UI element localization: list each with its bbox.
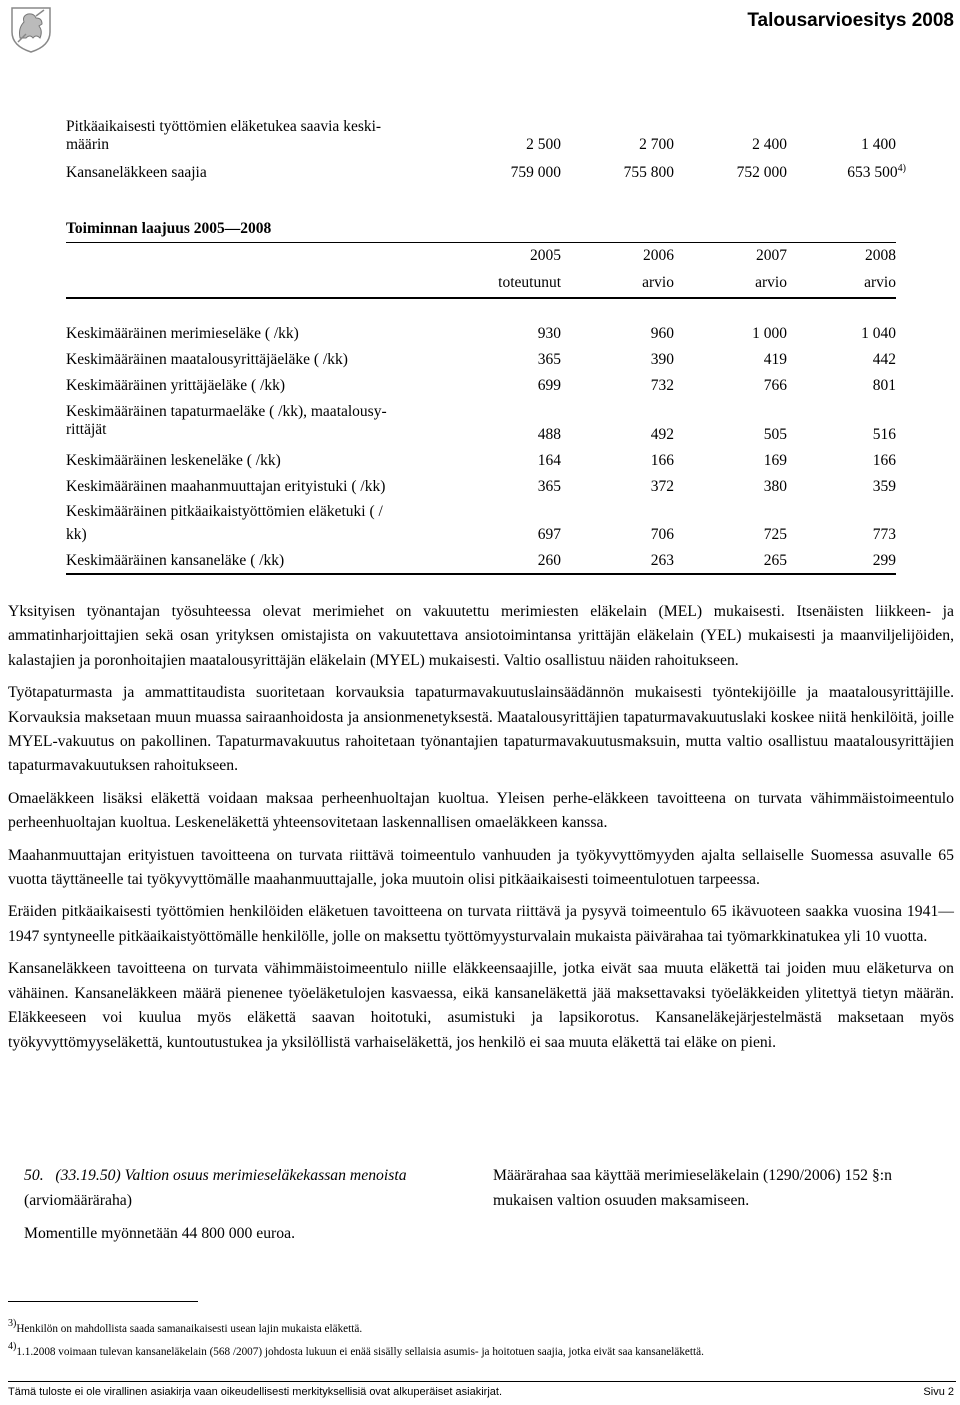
- moment-type: (arviomääräraha): [24, 1192, 132, 1209]
- value-with-note: 653 500$^{4)}$: [847, 163, 906, 181]
- paragraph: Maahanmuuttajan erityistuen tavoitteena on turvata riittävä toimeentulo vanhuuden ja työkyvyttömyyden ajalta sellaiselle Suomessa asuvalle 65 vuotta täyttäneelle tai työkyvyttömälle maahanmuuttajalle, joka muutoin olisi pitkäaikaisesti toimeentulotuen tarpeessa.: [8, 846, 954, 889]
- footer-disclaimer: Tämä tuloste ei ole virallinen asiakirja vaan oikeudellisesti merkityksellisiä ovat alkuperäiset asiakirjat.: [8, 1386, 502, 1398]
- row-label: Pitkäaikaisesti työttömien eläketukea saavia keski- määrin: [66, 118, 382, 153]
- paragraph: Eräiden pitkäaikaisesti työttömien henkilöiden eläketuen tavoitteena on turvata riittävä ja pysyvä toimeentulo 65 ikävuoteen saakka vuosina 1941—1947 syntyneelle pitkäaikaistyöttömälle henkilölle, jolle on maksettu työttömyysturvalain mukaista päivärahaa tai työmarkkinatukea yli 10 vuotta.: [8, 903, 954, 945]
- table-top-rule: [66, 242, 896, 243]
- paragraph: Omaeläkkeen lisäksi eläkettä voidaan maksaa perheenhuoltajan kuoltua. Yleisen perhe-eläkkeen tavoitteena on turvata vähimmäistoimeentulo perheenhuoltajan kuoltua. Leskeneläkettä yhteensovitetaan laskennallisen omaeläkkeen kanssa.: [8, 789, 954, 832]
- page-number: Sivu 2: [923, 1386, 954, 1398]
- paragraph: Kansaneläkkeen tavoitteena on turvata vähimmäistoimeentulo niille eläkkeensaajille, jotka eivät saa muuta eläkettä tai joiden muu eläketurva on vähäinen. Kansaneläkkeen määrä pienenee työeläketulojen kasvaessa, eikä kansaneläkettä jää maksettavaksi työeläkkeiden ylitettyä tietyn määrän. Eläkkeeseen voi kuulua myös eläkettä saavan hoitotuki, asumistuki ja lapsikorotus. Kansaneläkejärjestelmästä maksetaan myös työkyvyttömyyseläkettä, kuntoutustukea ja yksilöllistä varhaiseläkettä, jos henkilö ei saa muuta eläkettä tai eläke on pieni.: [8, 960, 954, 1051]
- paragraph: Yksityisen työnantajan työsuhteessa olevat merimiehet on vakuutettu merimiesten eläkelain (MEL) mukaisesti. Itsenäisten liikkeen- ja ammatinharjoittajien sekä osan yrityksen omistajista on vakuutettava ansiotoimintansa yrittäjän eläkelain (YEL) mukaisesti ja maanviljelijöiden, kalastajien ja poronhoitajien maatalousyrittäjän eläkelain (MYEL) mukaisesti. Valtio osallistuu näiden rahoitukseen.: [8, 603, 954, 669]
- moment-title: Valtion osuus merimieseläkekassan menoista: [124, 1167, 407, 1184]
- moment-code: (33.19.50): [55, 1167, 121, 1184]
- moment-number: 50.: [24, 1167, 44, 1184]
- footer-rule: [8, 1381, 956, 1382]
- paragraph: Työtapaturmasta ja ammattitaudista suoritetaan korvauksia tapaturmavakuutuslainsäädännön mukaisesti työntekijöille ja maatalousyrittäjille. Korvauksia maksetaan muun muassa sairaanhoidosta ja ansionmenetyksestä. Maatalousyrittäjien tapaturmavakuutuslaki koskee niitä henkilöitä, joille MYEL-vakuutus on pakollinen. Tapaturmavakuutus rahoitetaan työnantajien tapaturmavakuutusmaksuin, mutta valtio osallistuu maatalousyrittäjien tapaturmavakuutuksen rahoitukseen.: [8, 684, 954, 775]
- table-bottom-rule: [66, 573, 896, 575]
- coat-of-arms-lion-logo: [6, 4, 56, 54]
- footnote-ref: 4): [897, 163, 906, 174]
- body-text: [8, 600, 954, 1063]
- footnote-rule: [8, 1301, 198, 1302]
- moment-grant: Momentille myönnetään 44 800 000 euroa.: [24, 1225, 295, 1242]
- moment-heading: [24, 1163, 479, 1213]
- footnote: $^{4)}$1.1.2008 voimaan tulevan kansaneläkelain (568 /2007) johdosta lukuun ei enää sisälly sellaisia asumis- ja hoitotuen saajia, jotka eivät saa kansaneläkettä.: [8, 1341, 704, 1358]
- document-title: Talousarvioesitys 2008: [747, 10, 954, 31]
- moment-usage-text: Määrärahaa saa käyttää merimieseläkelain (1290/2006) 152 §:n mukaisen valtion osuuden maksamiseen.: [493, 1167, 892, 1209]
- footnote: $^{3)}$Henkilön on mahdollista saada samanaikaisesti usean lajin mukaista eläkettä.: [8, 1318, 363, 1335]
- table-header-rule: [66, 297, 896, 299]
